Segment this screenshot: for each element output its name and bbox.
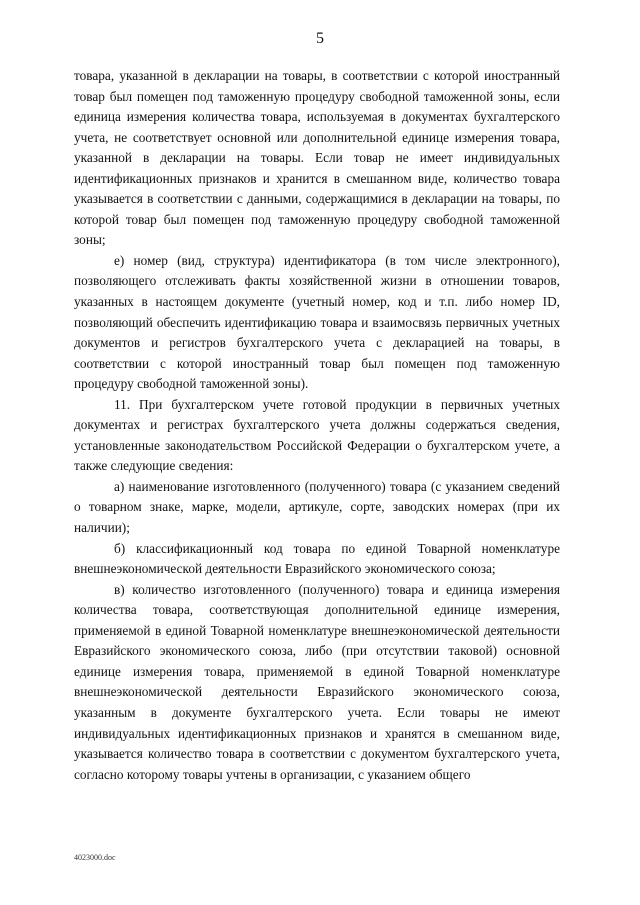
paragraph-section-11: 11. При бухгалтерском учете готовой продукции в первичных учетных документах и регистрах бухгалтерского учета должны содержаться сведения, установленные законодательством Российской Федерации о бухгалтерском учете, а также следующие сведения: [74, 396, 560, 474]
document-body [74, 66, 560, 785]
paragraph-continuation: товара, указанной в декларации на товары, в соответствии с которой иностранный товар был помещен под таможенную процедуру свободной таможенной зоны, если единица измерения количества товара, используемая в документах бухгалтерского учета, не соответствует основной или дополнительной единице измерения товара, указанной в декларации на товары. Если товар не имеет индивидуальных идентификационных признаков и хранится в смешанном виде, количество товара указывается в соответствии с данными, содержащимися в декларации на товары, по которой товар был помещен под таможенную процедуру свободной таможенной зоны; [74, 68, 560, 248]
paragraph-item-a: а) наименование изготовленного (полученного) товара (с указанием сведений о товарном знаке, марке, модели, артикуле, сорте, заводских номерах (при их наличии); [74, 478, 560, 536]
paragraph-item-b: б) классификационный код товара по единой Товарной номенклатуре внешнеэкономической деятельности Евразийского экономического союза; [74, 540, 560, 577]
paragraph-item-e: е) номер (вид, структура) идентификатора (в том числе электронного), позволяющего отслеживать факты хозяйственной жизни в отношении товаров, указанных в настоящем документе (учетный номер, код и т.п. либо номер ID, позволяющий обеспечить идентификацию товара и взаимосвязь первичных учетных документов и регистров бухгалтерского учета с декларацией на товары, в соответствии с которой иностранный товар был помещен под таможенную процедуру свободной таможенной зоны). [74, 252, 560, 392]
footer-filename: 4023000.doc [74, 853, 116, 862]
page-number: 5 [316, 30, 324, 47]
paragraph-item-v: в) количество изготовленного (полученного) товара и единица измерения количества товара, соответствующая дополнительной единице измерения, применяемой в единой Товарной номенклатуре внешнеэкономической деятельности Евразийского экономического союза, либо (при отсутствии таковой) основной единице измерения товара, применяемой в единой Товарной номенклатуре внешнеэкономической деятельности Евразийского экономического союза, указанным в документе бухгалтерского учета. Если товары не имеют индивидуальных идентификационных признаков и хранятся в смешанном виде, указывается количество товара в соответствии с документом бухгалтерского учета, согласно которому товары учтены в организации, с указанием общего [74, 581, 560, 782]
